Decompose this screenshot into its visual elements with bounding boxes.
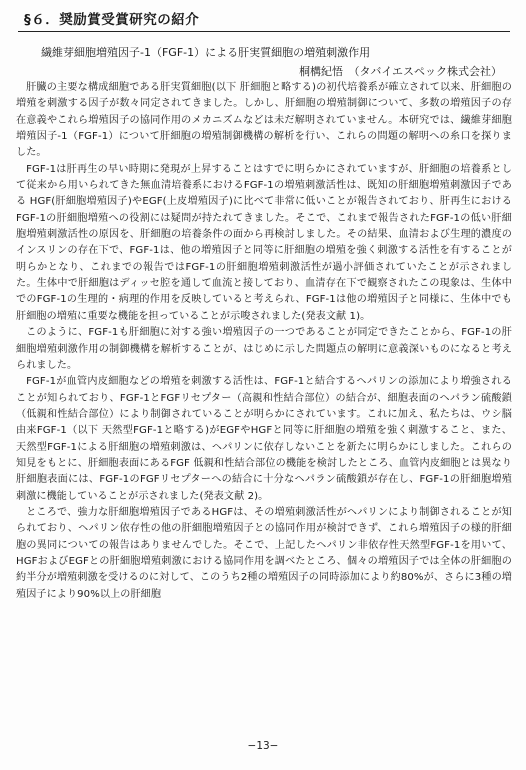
paragraph-heparin: FGF-1が血管内皮細胞などの増殖を刺激する活性は、FGF-1と結合するヘパリンの添加により増強されることが知られており、FGF-1とFGFリセプター（高親和性結合部位）の結合が、細胞表面のヘパラン硫酸鎖（低親和性結合部位）により制御されていることが明らかにされています。これに加え、私たちは、ウシ脳由来FGF-1（以下 天然型FGF-1と略する)がEGFやHGFと同等に肝細胞の増殖を強く刺激すること、また、天然型FGF-1による肝細胞の増殖刺激は、ヘパリンに依存しないことを新たに明らかにしました。これらの知見をもとに、肝細胞表面にあるFGF 低親和性結合部位の機能を検討したところ、血管内皮細胞とは異なり肝細胞表面には、FGF-1のFGFリセプターへの結合に十分なヘパラン硫酸鎖が存在し、FGF-1の肝細胞増殖刺激に機能していることが示されました(発表文献 2)。 [16,376,512,502]
author-line: 桐構紀悟 （タバイエスペック株式会社） [299,65,502,78]
paragraph-fgf1-activity: FGF-1は肝再生の早い時期に発現が上昇することはすでに明らかにされていますが、肝細胞の培養系として従来から用いられてきた無血清培養系におけるFGF-1の増殖刺激活性は、既知の肝細胞増殖刺激因子である HGF(肝細胞増殖因子)やEGF(上皮増殖因子)に比べて非常に低いことが報告されており、肝再生におけるFGF-1の肝細胞増殖への役割には疑問が持たれてきました。そこで、これまで報告されたFGF-1の低い肝細胞増殖刺激活性の原因を、肝細胞の培養条件の面から再検討しました。その結果、血清および生理的濃度のインスリンの存在下で、FGF-1は、他の増殖因子と同等に肝細胞の増殖を強く刺激する活性を有することが明らかとなり、これまでの報告ではFGF-1の肝細胞増殖刺激活性が過小評価されていたことが示されました。生体中で肝細胞はディッセ腔を通して血流と接しており、血清存在下で観察されたこの現象は、生体中でのFGF-1の生理的・病理的作用を反映していると考えられ、FGF-1は他の増殖因子と同様に、生体中でも肝細胞の増殖に重要な機能を担っていることが示唆されました(発表文献 1)。 [16,163,512,322]
paragraph-intro: 肝臓の主要な構成細胞である肝実質細胞(以下 肝細胞と略する)の初代培養系が確立されて以来、肝細胞の増殖を刺激する因子が数々同定されてきました。しかし、肝細胞の増殖制御について、多数の増殖因子の存在意義やこれら増殖因子の協同作用のメカニズムなどは未だ解明されていません。本研究では、繊維芽細胞増殖因子-1（FGF-1）について肝細胞の増殖制御機構の解析を行い、これらの問題の解明への糸口を探りました。 [16,82,512,159]
article-body [16,80,512,603]
article-title: 繊維芽細胞増殖因子-1（FGF-1）による肝実質細胞の増殖刺激作用 [41,46,371,59]
title-divider [18,31,510,32]
section-title: §６．奨励賞受賞研究の紹介 [24,12,200,28]
page-number: −13− [247,740,279,752]
paragraph-significance: このように、FGF-1も肝細胞に対する強い増殖因子の一つであることが同定できたことから、FGF-1の肝細胞増殖刺激作用の制御機構を解析することが、はじめに示した問題点の解明に意義深いものになると考えられました。 [16,327,512,371]
paragraph-cooperation: ところで、強力な肝細胞増殖因子であるHGFは、その増殖刺激活性がヘパリンにより制御されることが知られており、ヘパリン依存性の他の肝細胞増殖因子との協同作用が検討できず、これら増殖因子の様的肝細胞の異同についての報告はありませんでした。そこで、上記したヘパリン非依存性天然型FGF-1を用いて、HGFおよびEGFとの肝細胞増殖刺激における協同作用を調べたところ、個々の増殖因子では全体の肝細胞の約半分が増殖刺激を受けるのに対して、このうち2種の増殖因子の同時添加により約80%が、さらに3種の増殖因子により90%以上の肝細胞 [16,506,512,600]
